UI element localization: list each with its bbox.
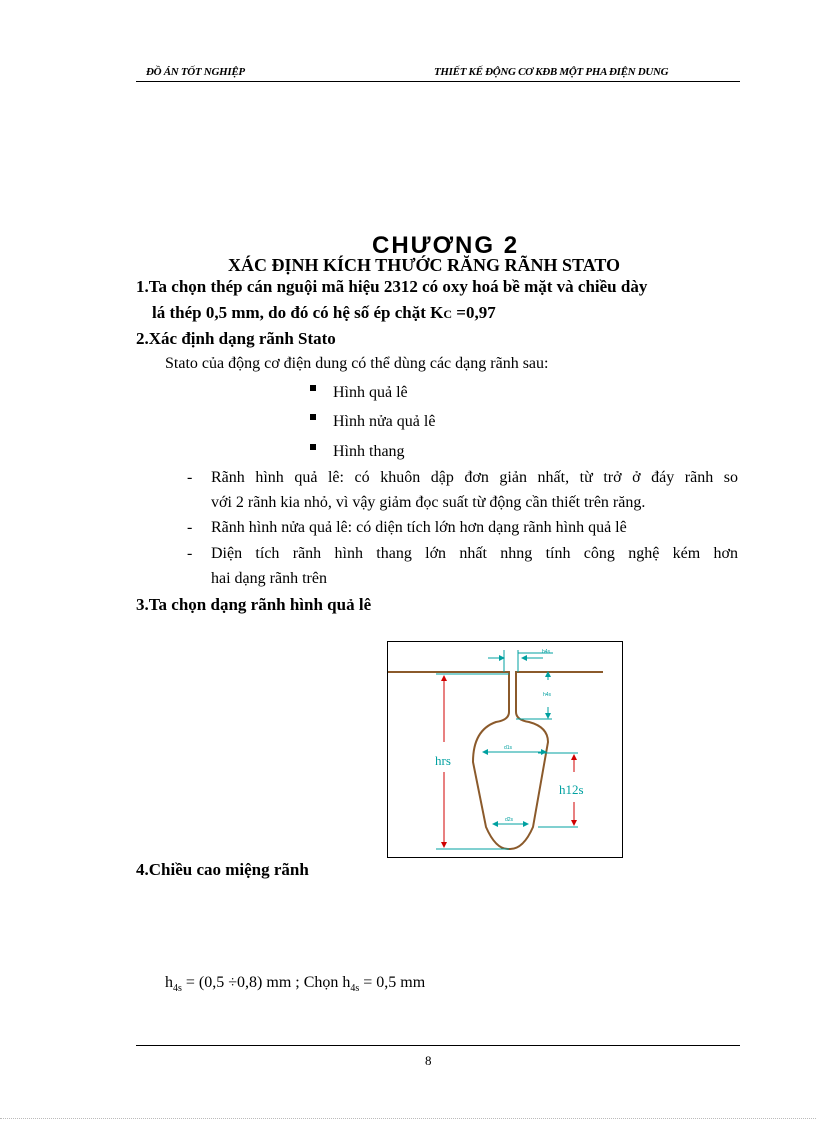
formula-h1: h <box>165 974 173 991</box>
chapter-subtitle: XÁC ĐỊNH KÍCH THƯỚC RĂNG RÃNH STATO <box>228 255 621 275</box>
dash-item-line1: Diện tích rãnh hình thang lớn nhất nhng tính công nghệ kém hơn <box>211 545 738 562</box>
formula <box>165 974 425 994</box>
dash-item-line1: Rãnh hình quả lê: có khuôn dập đơn giản nhất, từ trở ở đáy rãnh so <box>211 469 738 486</box>
page-number: 8 <box>425 1053 432 1068</box>
label-d1s: d1s <box>504 745 513 751</box>
slot-figure <box>387 641 623 858</box>
formula-end: = 0,5 mm <box>359 974 426 991</box>
dash-marker: - <box>187 519 193 536</box>
label-h12s: h12s <box>559 782 584 797</box>
dash-marker: - <box>187 469 193 486</box>
section2-heading: 2.Xác định dạng rãnh Stato <box>136 329 336 348</box>
label-hrs: hrs <box>435 753 451 768</box>
bullet-item: Hình thang <box>333 443 405 460</box>
dash-marker: - <box>187 545 193 562</box>
bullet-marker <box>310 385 316 391</box>
formula-sub1: 4s <box>173 983 182 995</box>
section4-heading: 4.Chiều cao miệng rãnh <box>136 860 309 879</box>
bullet-item: Hình nửa quả lê <box>333 413 436 430</box>
section1-line2-post: =0,97 <box>452 303 496 322</box>
dash-item-line2: với 2 rãnh kia nhỏ, vì vậy giảm đọc suất từ động cần thiết trên răng. <box>211 494 646 511</box>
bullet-marker <box>310 444 316 450</box>
section1-line2-sub: C <box>443 307 453 321</box>
section3-heading: 3.Ta chọn dạng rãnh hình quả lê <box>136 595 372 614</box>
label-h4s: h4s <box>543 692 552 698</box>
footer-rule <box>136 1045 740 1046</box>
header-right: THIẾT KẾ ĐỘNG CƠ KĐB MỘT PHA ĐIỆN DUNG <box>434 66 669 78</box>
section1-line1: 1.Ta chọn thép cán nguội mã hiệu 2312 có oxy hoá bề mặt và chiều dày <box>136 277 648 296</box>
formula-mid: = (0,5 ÷0,8) mm ; Chọn h <box>181 974 351 991</box>
bottom-dotted-line <box>0 1118 816 1119</box>
section1-line2-pre: lá thép 0,5 mm, do đó có hệ số ép chặt K <box>152 303 444 322</box>
section2-intro: Stato của động cơ điện dung có thể dùng các dạng rãnh sau: <box>165 355 549 372</box>
label-b4s: b4s <box>542 649 551 655</box>
dash-item-line1: Rãnh hình nửa quả lê: có diện tích lớn hơn dạng rãnh hình quả lê <box>211 519 627 536</box>
formula-sub2: 4s <box>350 983 360 995</box>
dash-item-line2: hai dạng rãnh trên <box>211 570 327 587</box>
bullet-item: Hình quả lê <box>333 384 408 401</box>
slot-outline <box>388 672 603 849</box>
section1-line2 <box>152 303 496 323</box>
label-d2s: d2s <box>505 817 514 823</box>
slot-diagram <box>388 642 622 857</box>
chapter-title: CHƯƠNG 2 <box>372 232 520 259</box>
header-rule <box>136 81 740 82</box>
bullet-marker <box>310 414 316 420</box>
header-left: ĐỒ ÁN TỐT NGHIỆP <box>146 66 245 78</box>
